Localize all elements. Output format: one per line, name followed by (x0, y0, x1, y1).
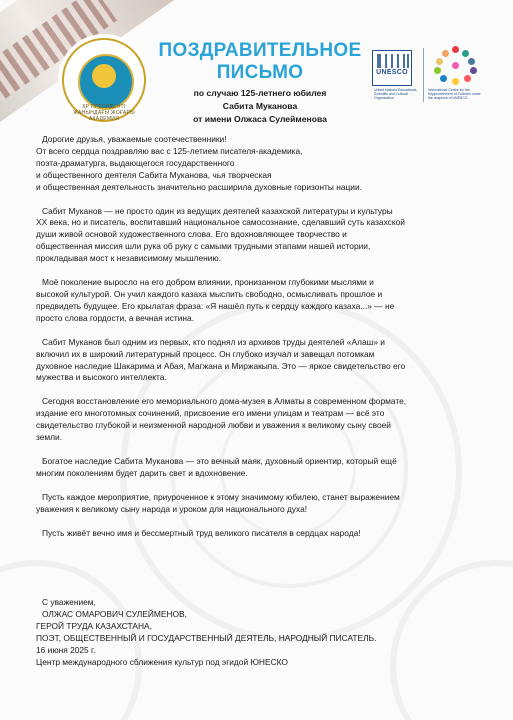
letter-title-line2: ПИСЬМО (216, 62, 304, 83)
body-line: Пусть живёт вечно имя и бессмертный труд великого писателя в сердцах народа! (42, 527, 361, 538)
unesco-wordmark: UNESCO (376, 69, 408, 76)
paragraph (36, 134, 476, 194)
body-line: и общественного деятеля Сабита Муканова, чья творческая (36, 169, 272, 180)
body-line: мужества и высокого интеллекта. (36, 372, 167, 383)
letter-title-line1: ПОЗДРАВИТЕЛЬНОЕ (158, 40, 362, 61)
body-line: включил их в широкий литературный процесс. Он глубоко изучал и завещал потомкам (36, 348, 375, 359)
unesco-logo (372, 50, 412, 86)
unesco-org-name: United Nations Educational, Scientific and Cultural Organization (374, 88, 418, 101)
body-line: души живой основой художественного слова. Его вдохновляющее творчество и (36, 229, 347, 240)
body-line: общественная миссия шли рука об руку с самыми трудными этапами нашей истории, (36, 241, 371, 252)
emblem-sun-icon (92, 64, 116, 88)
body-line: свидетельство глубокой и неизменной народной любви и уважения к великому сыну своей (36, 420, 391, 431)
signature-title: ГЕРОЙ ТРУДА КАЗАХСТАНА, (36, 620, 152, 631)
paragraph (36, 396, 476, 444)
signature-date: 16 июня 2025 г. (36, 644, 96, 655)
signature-org: Центр международного сближения культур под эгидой ЮНЕСКО (36, 656, 288, 667)
paragraph (36, 492, 476, 516)
body-line: XX века, но и писатель, воспитавший национальное самосознание, сделавший суть казахской (36, 217, 405, 228)
signature-block (36, 597, 476, 668)
body-line: Моё поколение выросло на его добром влиянии, пронизанном глубокими мыслями и (42, 277, 374, 288)
body-line: духовное наследие Шакарима и Абая, Магжана и Миржакыпа. Это — яркое свидетельство его (36, 360, 406, 371)
signature-closing: С уважением, (42, 597, 96, 607)
body-line: издание его многотомных сочинений, присвоение его имени улицам и театрам — всё это (36, 408, 385, 419)
body-line: уважения к великому сыну народа и уроком для национального духа! (36, 503, 308, 514)
academy-emblem-logo (62, 38, 146, 122)
letter-body (36, 134, 476, 551)
body-line: прокладывая мост к независимому мышлению. (36, 253, 222, 264)
body-line: и общественная деятельность значительно расширила духовные горизонты нации. (36, 181, 362, 192)
subtitle-line2: Сабита Муканова (222, 101, 298, 111)
emblem-text: ҚР ПРЕЗИДЕНТІ ЖАНЫНДАҒЫ ЖОҒАРЫ АКАДЕМИЯ (73, 104, 135, 122)
paragraph (36, 456, 476, 480)
paragraph (36, 337, 476, 385)
icrc-org-name: International Centre for the Rapprochement of Cultures under the auspices of UNESCO (428, 88, 481, 101)
body-line: земли. (36, 432, 63, 443)
paragraph (36, 206, 476, 266)
body-line: поэта-драматурга, выдающегося государственного (36, 157, 235, 168)
paragraph (36, 277, 476, 325)
logo-divider (423, 48, 424, 102)
body-line: предвидеть будущее. Его крылатая фраза: «Я нашёл путь к сердцу каждого казаха...» — не (36, 300, 395, 311)
body-line: Богатое наследие Сабита Муканова — это вечный маяк, духовный ориентир, который ещё (42, 455, 397, 466)
body-line: многим поколениям будет дарить свет и вдохновение. (36, 467, 248, 478)
body-line: От всего сердца поздравляю вас с 125-летием писателя-академика, (36, 145, 303, 156)
body-line: Сабит Муканов был одним из первых, кто поднял из архивов труды деятелей «Алаш» и (42, 336, 385, 347)
unesco-temple-icon (377, 54, 409, 68)
subtitle-line1: по случаю 125-летнего юбилея (193, 88, 327, 98)
signature-title: ПОЭТ, ОБЩЕСТВЕННЫЙ И ГОСУДАРСТВЕННЫЙ ДЕЯТЕЛЬ, НАРОДНЫЙ ПИСАТЕЛЬ. (36, 632, 377, 643)
body-line: Пусть каждое мероприятие, приуроченное к этому значимому юбилею, станет выражением (42, 491, 400, 502)
body-line: просто слова гордости, а вечная истина. (36, 312, 195, 323)
icrc-colorful-logo (428, 44, 484, 86)
body-line: высокой культурой. Он учил каждого казаха мыслить свободно, осмысливать прошлое и (36, 288, 383, 299)
body-line: Дорогие друзья, уважаемые соотечественники! (42, 134, 227, 144)
paragraph (36, 528, 476, 540)
body-line: Сегодня восстановление его мемориального дома-музея в Алматы в современном формате, (42, 396, 407, 407)
signature-name: ОЛЖАС ОМАРОВИЧ СУЛЕЙМЕНОВ, (42, 608, 187, 619)
subtitle-line3: от имени Олжаса Сулейменова (193, 114, 327, 124)
body-line: Сабит Муканов — не просто один из ведущих деятелей казахской литературы и культуры (42, 205, 393, 216)
